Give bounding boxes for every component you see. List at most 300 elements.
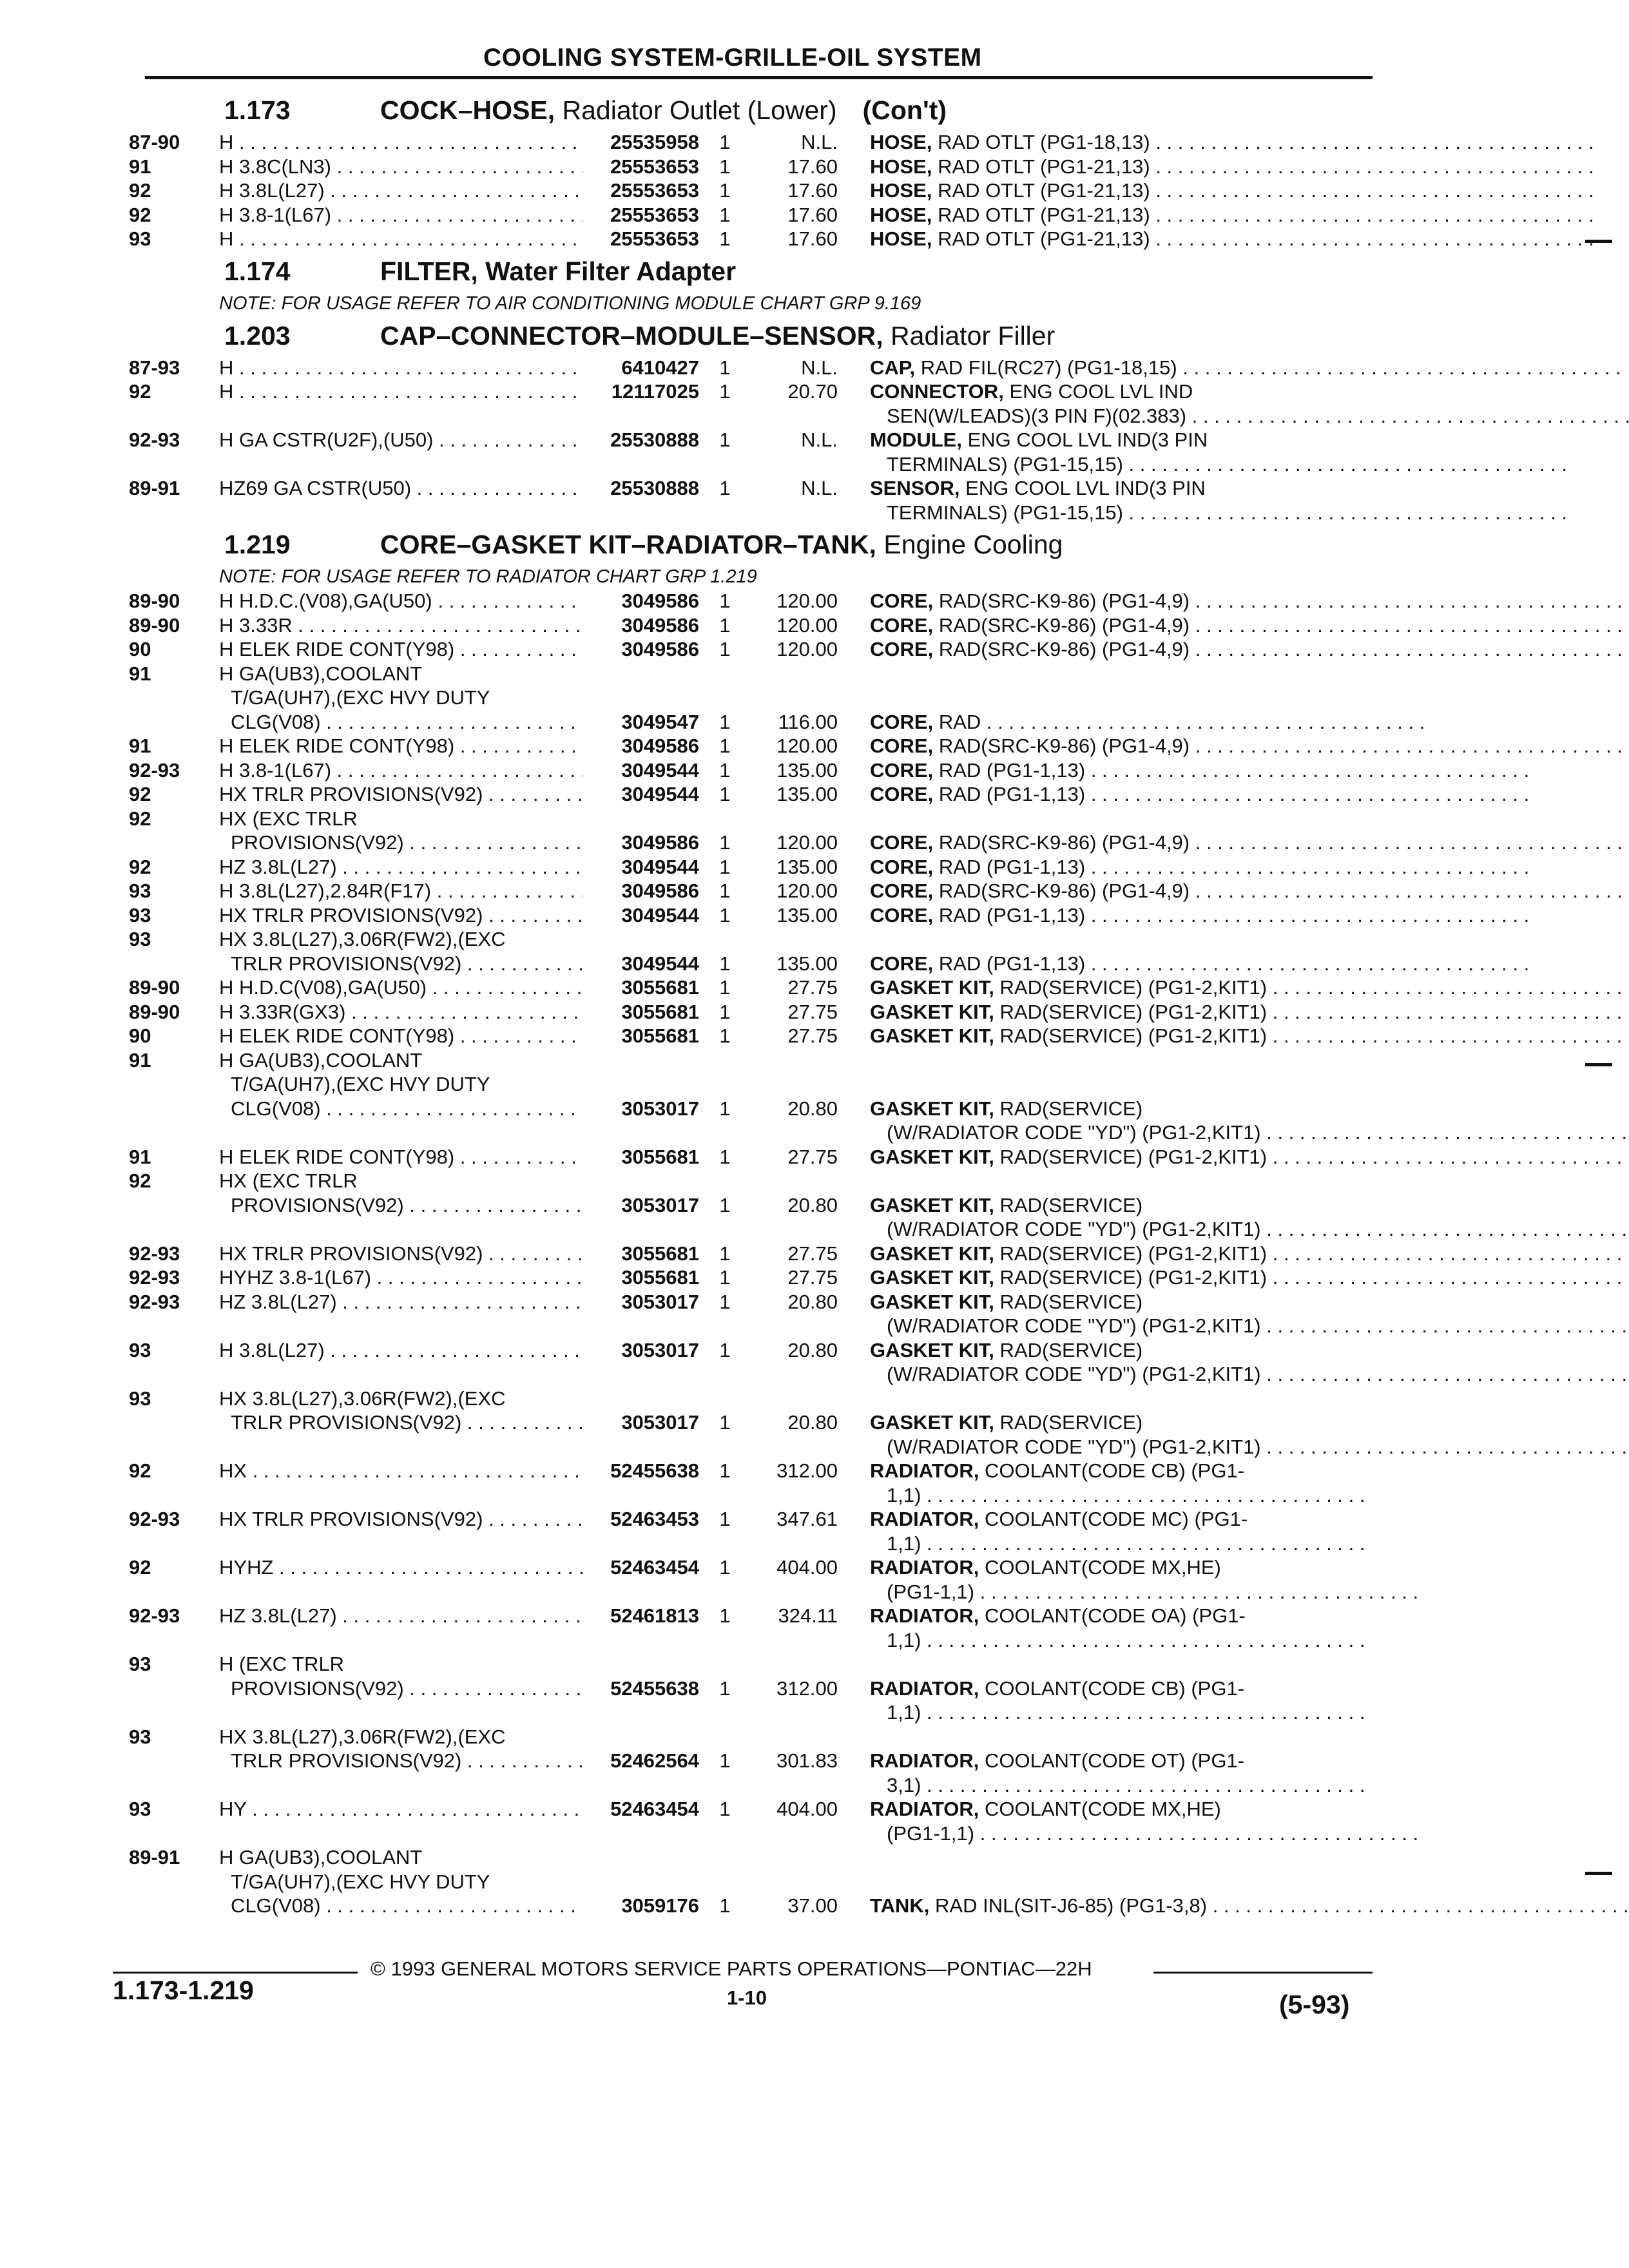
application — [219, 879, 583, 903]
part-row — [129, 178, 1379, 203]
application — [219, 1000, 583, 1024]
application — [219, 1604, 583, 1652]
description-text: RAD (PG1-1,13) — [938, 903, 1086, 927]
application — [219, 1459, 583, 1507]
description — [838, 1459, 1379, 1507]
description-line — [870, 975, 1629, 1000]
application-line: TRLR PROVISIONS(V92) . . . — [219, 1749, 583, 1773]
part-row — [129, 1290, 1379, 1338]
description-text: TERMINALS) (PG1-15,15) — [887, 501, 1123, 524]
usage-note: NOTE: FOR USAGE REFER TO RADIATOR CHART GRP 1.219 — [219, 566, 757, 587]
description-line — [870, 130, 1594, 155]
price: N.L. — [801, 477, 838, 499]
description-text: RAD OTLT (PG1-21,13) — [938, 155, 1150, 178]
description-key: CORE, — [870, 783, 934, 805]
part-row — [129, 975, 1379, 1000]
description-key: RADIATOR, — [870, 1749, 979, 1772]
part-number: 52463453 — [610, 1508, 699, 1530]
part-row — [129, 1242, 1379, 1266]
quantity: 1 — [719, 155, 731, 178]
part-number: 52461813 — [610, 1604, 699, 1627]
header-rule — [145, 76, 1373, 79]
part-number: 3055681 — [621, 1000, 699, 1023]
price: 404.00 — [776, 1556, 838, 1579]
application-line: HX (EXC TRLR — [219, 1169, 358, 1192]
description-key: CORE, — [870, 638, 934, 660]
price: 324.11 — [778, 1604, 838, 1627]
application-line: H ELEK RIDE CONT(Y98) . . . — [219, 734, 583, 758]
section-number: 1.203 — [224, 320, 291, 351]
description-line — [870, 404, 1629, 428]
application-line: H H.D.C(V08),GA(U50) . . . — [219, 975, 583, 1000]
description-key: GASKET KIT, — [870, 1266, 994, 1289]
description-key: RADIATOR, — [870, 1798, 979, 1820]
description-key: CORE, — [870, 952, 934, 975]
application-line: HX 3.8L(L27),3.06R(FW2),(EXC — [219, 928, 506, 950]
part-number: 3049586 — [621, 638, 699, 660]
description-text: RAD OTLT (PG1-21,13) — [938, 179, 1150, 202]
description-key: HOSE, — [870, 155, 932, 178]
description — [838, 1265, 1629, 1290]
application — [219, 1290, 583, 1338]
price: 27.75 — [787, 1145, 838, 1168]
part-number: 3055681 — [621, 1145, 699, 1168]
price: 301.83 — [776, 1749, 838, 1772]
description-line — [870, 1507, 1379, 1532]
description-text: RAD — [938, 710, 981, 733]
description — [838, 356, 1621, 380]
application — [219, 1338, 583, 1387]
quantity: 1 — [719, 879, 731, 902]
description-text: RAD(SERVICE) — [999, 1338, 1143, 1361]
description-line — [870, 1265, 1629, 1290]
price: 120.00 — [776, 879, 838, 902]
description-line — [870, 178, 1594, 203]
description-text: COOLANT(CODE OT) (PG1- — [984, 1749, 1244, 1772]
price: 120.00 — [776, 613, 838, 637]
price: 120.00 — [776, 831, 838, 854]
description-text: 3,1) — [887, 1773, 921, 1796]
description-line — [870, 1894, 1629, 1918]
application — [219, 975, 583, 1000]
description-line — [870, 952, 1529, 976]
description-text: (W/RADIATOR CODE "YD") (PG1-2,KIT1) — [887, 1314, 1261, 1337]
application-line: T/GA(UH7),(EXC HVY DUTY — [231, 1073, 490, 1095]
description-text: 1,1) — [887, 1532, 921, 1555]
quantity: 1 — [719, 710, 731, 733]
application-line: HY . . . — [219, 1797, 583, 1821]
quantity: 1 — [719, 1290, 731, 1313]
model-years: 93 — [129, 1653, 151, 1675]
description — [838, 734, 1629, 758]
description-key: CONNECTOR, — [870, 380, 1004, 403]
parts-listing — [129, 90, 1379, 1918]
description-key: GASKET KIT, — [870, 1000, 994, 1023]
application — [219, 613, 583, 638]
quantity: 1 — [719, 356, 731, 379]
application — [219, 589, 583, 613]
price: N.L. — [801, 356, 838, 379]
quantity: 1 — [719, 1242, 731, 1265]
description — [838, 1242, 1629, 1266]
description — [838, 975, 1629, 1000]
part-number: 52463454 — [610, 1556, 699, 1579]
application — [219, 758, 583, 783]
quantity: 1 — [719, 380, 731, 403]
section-title-plain: Engine Cooling — [876, 530, 1063, 559]
description-text: RAD(SERVICE) (PG1-2,KIT1) — [999, 976, 1268, 999]
description — [838, 380, 1629, 428]
quantity: 1 — [719, 613, 731, 637]
part-row — [129, 356, 1379, 380]
description-text: RAD FIL(RC27) (PG1-18,15) — [920, 356, 1177, 379]
model-years: 92 — [129, 783, 151, 805]
model-years: 93 — [129, 1798, 151, 1820]
quantity: 1 — [719, 428, 731, 451]
quantity: 1 — [719, 1000, 731, 1023]
application-line: H . . . — [219, 356, 583, 380]
description-line — [870, 1410, 1629, 1435]
description-key: HOSE, — [870, 203, 932, 226]
description-key: CORE, — [870, 613, 934, 637]
description-line — [870, 637, 1629, 662]
description — [838, 1338, 1629, 1387]
price: 135.00 — [776, 855, 838, 878]
quantity: 1 — [719, 735, 731, 757]
description-line — [870, 1217, 1629, 1242]
description-line — [870, 155, 1594, 179]
description — [838, 589, 1629, 613]
description-line — [870, 428, 1567, 452]
price: 135.00 — [776, 903, 838, 927]
section-number: 1.174 — [224, 256, 291, 286]
application-line: HZ 3.8L(L27) . . . — [219, 1290, 583, 1314]
quantity: 1 — [719, 1556, 731, 1579]
footer-copyright: © 1993 GENERAL MOTORS SERVICE PARTS OPERATIONS—PONTIAC—22H — [371, 1957, 1092, 1980]
part-row — [129, 662, 1379, 735]
model-years: 92 — [129, 855, 151, 878]
footer-section-range: 1.173-1.219 — [113, 1975, 254, 2005]
quantity: 1 — [719, 1798, 731, 1820]
description-text: 1,1) — [887, 1483, 921, 1506]
part-row — [129, 1169, 1379, 1242]
description-text: COOLANT(CODE MC) (PG1- — [984, 1508, 1248, 1530]
application-line: PROVISIONS(V92) . . . — [219, 1677, 583, 1701]
part-number: 3053017 — [621, 1097, 699, 1120]
price: N.L. — [801, 131, 838, 153]
model-years: 92 — [129, 203, 151, 226]
part-row — [129, 1604, 1379, 1652]
description-text: SEN(W/LEADS)(3 PIN F)(02.383) — [887, 404, 1187, 427]
model-years: 92 — [129, 1169, 151, 1192]
quantity: 1 — [719, 758, 731, 782]
model-years: 92 — [129, 1556, 151, 1579]
description-key: GASKET KIT, — [870, 1097, 994, 1120]
description — [838, 428, 1567, 476]
part-number: 3053017 — [621, 1411, 699, 1434]
section-title — [380, 95, 947, 126]
model-years: 93 — [129, 1338, 151, 1361]
application-line: H 3.8-1(L67) . . . — [219, 203, 583, 227]
quantity: 1 — [719, 783, 731, 805]
description-key: CORE, — [870, 831, 934, 854]
part-number: 3049547 — [621, 710, 699, 733]
model-years: 92-93 — [129, 1242, 180, 1265]
part-row — [129, 613, 1379, 638]
description-line — [870, 613, 1629, 638]
description-line — [870, 1821, 1418, 1846]
price: 27.75 — [787, 1000, 838, 1023]
part-row — [129, 1048, 1379, 1145]
model-years: 90 — [129, 1024, 151, 1047]
part-number: 52463454 — [610, 1798, 699, 1820]
application-line: H GA(UB3),COOLANT — [219, 1048, 423, 1072]
application-line: H 3.8L(L27) . . . — [219, 178, 583, 203]
description-key: CORE, — [870, 879, 934, 902]
description-text: RAD(SRC-K9-86) (PG1-4,9) — [938, 735, 1190, 757]
model-years: 87-93 — [129, 356, 180, 379]
price: 20.80 — [787, 1411, 838, 1434]
description — [838, 1797, 1418, 1845]
application-line: H GA CSTR(U2F),(U50) . . . — [219, 428, 583, 452]
price: 27.75 — [787, 1242, 838, 1265]
description-line — [870, 710, 1425, 735]
part-number: 3049586 — [621, 613, 699, 637]
description — [838, 1048, 1629, 1145]
price: 312.00 — [776, 1459, 838, 1482]
quantity: 1 — [719, 1024, 731, 1047]
description-line — [870, 1604, 1379, 1628]
part-row — [129, 380, 1379, 428]
section-number: 1.173 — [224, 95, 291, 125]
part-number: 25553653 — [610, 179, 699, 202]
application-line: HX 3.8L(L27),3.06R(FW2),(EXC — [219, 1387, 506, 1410]
description-text: RAD INL(SIT-J6-85) (PG1-3,8) — [935, 1894, 1208, 1917]
part-number: 3055681 — [621, 976, 699, 999]
section-number: 1.219 — [224, 530, 291, 559]
quantity: 1 — [719, 1193, 731, 1216]
part-row — [129, 1387, 1379, 1459]
application — [219, 1169, 583, 1242]
price: 120.00 — [776, 590, 838, 612]
price: 347.61 — [776, 1508, 838, 1530]
description — [838, 1145, 1629, 1169]
description — [838, 1725, 1379, 1798]
price: 20.80 — [787, 1290, 838, 1313]
description-text: (PG1-1,1) — [887, 1580, 975, 1603]
section-heading — [129, 251, 1379, 291]
application — [219, 178, 583, 203]
price: 20.80 — [787, 1097, 838, 1120]
application-line: H . . . — [219, 130, 583, 155]
application-line: H 3.8L(L27) . . . — [219, 1338, 583, 1363]
application-line: HX 3.8L(L27),3.06R(FW2),(EXC — [219, 1725, 506, 1748]
description-text: RAD(SRC-K9-86) (PG1-4,9) — [938, 638, 1190, 660]
description-text: RAD(SERVICE) (PG1-2,KIT1) — [999, 1266, 1268, 1289]
application-line: T/GA(UH7),(EXC HVY DUTY — [231, 1870, 490, 1893]
application — [219, 807, 583, 855]
description-line — [870, 356, 1621, 380]
description-key: GASKET KIT, — [870, 1411, 994, 1434]
application — [219, 1024, 583, 1048]
price: 404.00 — [776, 1798, 838, 1820]
model-years: 92-93 — [129, 1508, 180, 1530]
quantity: 1 — [719, 1097, 731, 1120]
description-line — [870, 1700, 1379, 1725]
part-number: 3055681 — [621, 1024, 699, 1047]
application-line: H ELEK RIDE CONT(Y98) . . . — [219, 1145, 583, 1169]
section-title-bold: CORE–GASKET KIT–RADIATOR–TANK, — [380, 530, 876, 559]
description-text: RAD(SRC-K9-86) (PG1-4,9) — [938, 879, 1190, 902]
description-line — [870, 1290, 1629, 1314]
description-key: RADIATOR, — [870, 1508, 979, 1530]
quantity: 1 — [719, 1145, 731, 1168]
description-key: GASKET KIT, — [870, 976, 994, 999]
description-text: COOLANT(CODE OA) (PG1- — [984, 1604, 1246, 1627]
description-key: GASKET KIT, — [870, 1024, 994, 1047]
application — [219, 1507, 583, 1555]
description — [838, 178, 1594, 203]
part-row — [129, 1024, 1379, 1048]
application — [219, 1265, 583, 1290]
application-line: HZ69 GA CSTR(U50) . . . — [219, 476, 583, 501]
part-number: 52462564 — [610, 1749, 699, 1772]
part-number: 52455638 — [610, 1459, 699, 1482]
description-key: HOSE, — [870, 227, 932, 250]
description-line — [870, 903, 1529, 928]
part-row — [129, 589, 1379, 613]
price: 135.00 — [776, 783, 838, 805]
model-years: 93 — [129, 227, 151, 250]
description-text: (W/RADIATOR CODE "YD") (PG1-2,KIT1) — [887, 1218, 1261, 1240]
model-years: 92 — [129, 1459, 151, 1482]
part-row — [129, 734, 1379, 758]
part-number: 3049544 — [621, 758, 699, 782]
section-heading — [129, 90, 1379, 130]
application-line: HZ 3.8L(L27) . . . — [219, 1604, 583, 1628]
usage-note: NOTE: FOR USAGE REFER TO AIR CONDITIONING MODULE CHART GRP 9.169 — [219, 293, 921, 314]
page-header: COOLING SYSTEM-GRILLE-OIL SYSTEM — [483, 44, 982, 72]
part-row — [129, 879, 1379, 903]
application-line: H 3.8-1(L67) . . . — [219, 758, 583, 783]
application-line: T/GA(UH7),(EXC HVY DUTY — [231, 686, 490, 709]
model-years: 89-90 — [129, 590, 180, 612]
quantity: 1 — [719, 1338, 731, 1361]
part-number: 3059176 — [621, 1894, 699, 1917]
description-text: ENG COOL LVL IND(3 PIN — [967, 428, 1208, 451]
application — [219, 662, 583, 735]
application-line: HX TRLR PROVISIONS(V92) . . . — [219, 782, 583, 807]
application — [219, 1387, 583, 1459]
description-text: RAD(SERVICE) — [999, 1097, 1143, 1120]
application-line: CLG(V08) . . . — [219, 1894, 583, 1918]
quantity: 1 — [719, 638, 731, 660]
description-key: CORE, — [870, 903, 934, 927]
description-text: 1,1) — [887, 1701, 921, 1724]
price: 27.75 — [787, 976, 838, 999]
description-line — [870, 1145, 1629, 1169]
price: 116.00 — [778, 710, 838, 733]
application-line: H GA(UB3),COOLANT — [219, 1846, 423, 1869]
description-key: CORE, — [870, 590, 934, 612]
part-number: 6410427 — [621, 356, 699, 379]
price: 20.70 — [787, 380, 838, 403]
description-text: RAD (PG1-1,13) — [938, 783, 1086, 805]
description-text: (W/RADIATOR CODE "YD") (PG1-2,KIT1) — [887, 1363, 1261, 1385]
part-row — [129, 227, 1379, 251]
part-number: 3053017 — [621, 1193, 699, 1216]
description-text: COOLANT(CODE CB) (PG1- — [984, 1677, 1245, 1700]
price: 20.80 — [787, 1338, 838, 1361]
part-number: 3049586 — [621, 831, 699, 854]
description — [838, 203, 1594, 227]
description-line — [870, 1580, 1418, 1604]
application-line: H . . . — [219, 227, 583, 251]
application-line: HX (EXC TRLR — [219, 807, 358, 830]
description-line — [870, 782, 1529, 807]
part-row — [129, 637, 1379, 662]
part-row — [129, 782, 1379, 807]
section-title-bold: FILTER, Water Filter Adapter — [380, 256, 737, 286]
part-row — [129, 807, 1379, 855]
description-text: RAD(SRC-K9-86) (PG1-4,9) — [938, 613, 1190, 637]
model-years: 93 — [129, 903, 151, 927]
part-number: 3049544 — [621, 952, 699, 975]
margin-mark — [1585, 1872, 1612, 1875]
part-number: 25535958 — [610, 131, 699, 153]
application-line: HZ 3.8L(L27) . . . — [219, 855, 583, 879]
description — [838, 637, 1629, 662]
application-line: HX . . . — [219, 1459, 583, 1483]
description-line — [870, 831, 1629, 855]
description — [838, 879, 1629, 903]
model-years: 87-90 — [129, 131, 180, 153]
description-key: GASKET KIT, — [870, 1242, 994, 1265]
description-text: RAD(SERVICE) (PG1-2,KIT1) — [999, 1024, 1268, 1047]
description-line — [870, 1555, 1418, 1580]
price: 120.00 — [776, 638, 838, 660]
application — [219, 203, 583, 227]
model-years: 91 — [129, 662, 151, 685]
price: 20.80 — [787, 1193, 838, 1216]
description-line — [870, 380, 1629, 404]
description-text: RAD (PG1-1,13) — [938, 855, 1086, 878]
section-heading — [129, 524, 1379, 564]
description-line — [870, 1773, 1379, 1798]
price: 312.00 — [776, 1677, 838, 1700]
description-text: RAD OTLT (PG1-21,13) — [938, 227, 1150, 250]
footer-page-number: 1-10 — [727, 1986, 767, 2009]
application — [219, 1845, 583, 1918]
description-line — [870, 1000, 1629, 1024]
part-number: 25553653 — [610, 155, 699, 178]
application — [219, 356, 583, 380]
model-years: 92-93 — [129, 428, 180, 451]
part-row — [129, 855, 1379, 879]
quantity: 1 — [719, 1266, 731, 1289]
part-row — [129, 203, 1379, 227]
quantity: 1 — [719, 831, 731, 854]
description-text: RAD(SERVICE) (PG1-2,KIT1) — [999, 1145, 1268, 1168]
model-years: 92-93 — [129, 1266, 180, 1289]
description-line — [870, 452, 1567, 477]
description-text: RAD(SRC-K9-86) (PG1-4,9) — [938, 831, 1190, 854]
description-text: COOLANT(CODE CB) (PG1- — [984, 1459, 1245, 1482]
part-number: 3053017 — [621, 1338, 699, 1361]
description — [838, 476, 1567, 524]
description-line — [870, 855, 1529, 879]
description-key: MODULE, — [870, 428, 962, 451]
